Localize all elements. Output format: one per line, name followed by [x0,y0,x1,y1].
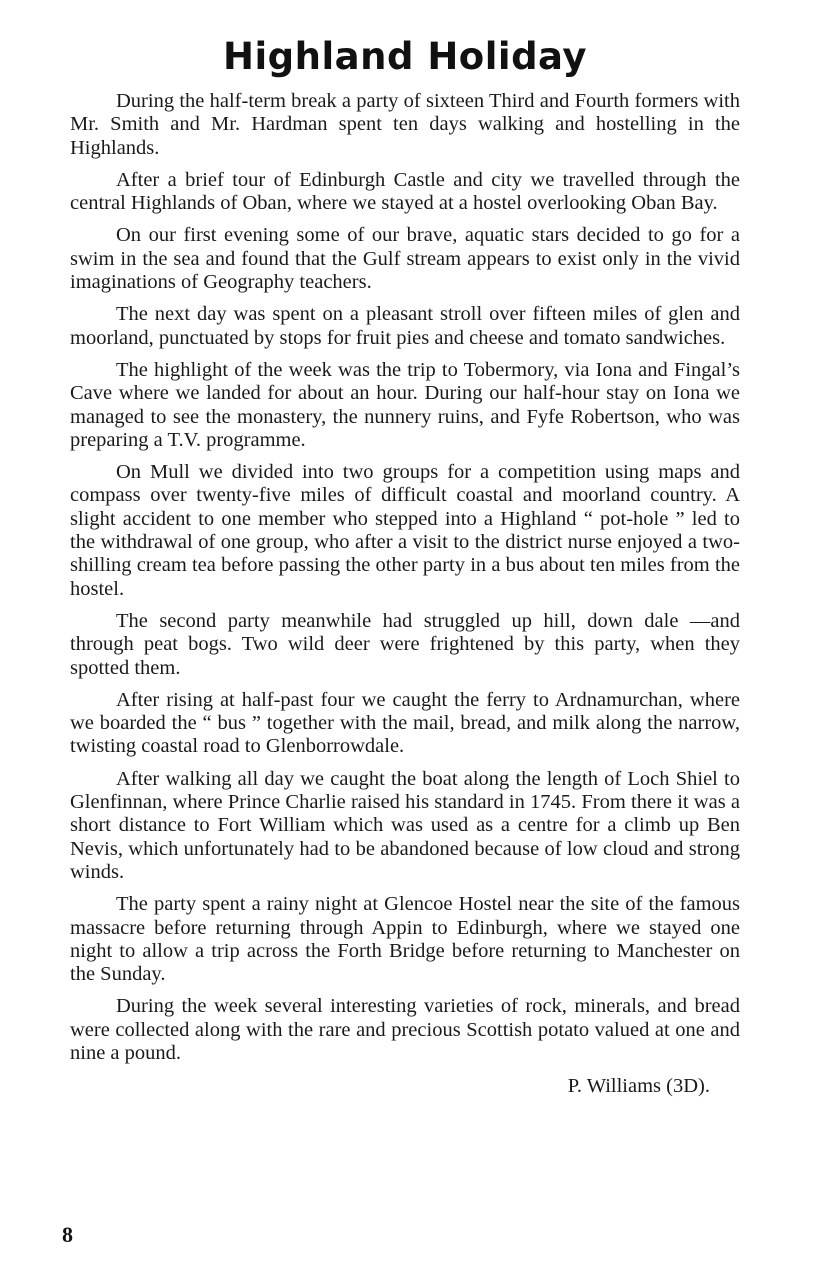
paragraph: The next day was spent on a pleasant stroll over fifteen miles of glen and moorland, punctuated by stops for fruit pies and cheese and tomato sandwiches. [70,303,740,349]
page-number: 8 [62,1222,73,1247]
author-signature: P. Williams (3D). [567,1075,710,1098]
paragraph: After walking all day we caught the boat along the length of Loch Shiel to Glenfinnan, where Prince Charlie raised his standard in 1745. From there it was a short distance to Fort William which was used as a centre for a climb up Ben Nevis, which unfortunately had to be abandoned because of low cloud and strong winds. [70,767,740,883]
paragraph: After a brief tour of Edinburgh Castle and city we travelled through the central Highlands of Oban, where we stayed at a hostel overlooking Oban Bay. [70,168,740,215]
paragraph: The second party meanwhile had struggled up hill, down dale —and through peat bogs. Two wild deer were frightened by this party, when they spotted them. [70,609,740,679]
paragraph: After rising at half-past four we caught the ferry to Ardnamurchan, where we boarded the “ bus ” together with the mail, bread, and milk along the narrow, twisting coastal road to Glenborrowdale. [70,688,740,758]
paragraph: The party spent a rainy night at Glencoe Hostel near the site of the famous massacre before returning through Appin to Edinburgh, where we stayed one night to allow a trip across the Forth Bridge before returning to Manchester on the Sunday. [70,893,740,986]
article-body [70,90,740,1065]
article-title: Highland Holiday [222,35,588,78]
paragraph: During the week several interesting varieties of rock, minerals, and bread were collected along with the rare and precious Scottish potato valued at one and nine a pound. [70,995,740,1064]
paragraph: On our first evening some of our brave, aquatic stars decided to go for a swim in the sea and found that the Gulf stream appears to exist only in the vivid imaginations of Geography teachers. [70,224,740,294]
paragraph: The highlight of the week was the trip to Tobermory, via Iona and Fingal’s Cave where we landed for about an hour. During our half-hour stay on Iona we managed to see the monastery, the nunnery ruins, and Fyfe Robertson, who was preparing a T.V. programme. [70,358,740,451]
document-page [70,30,740,1098]
paragraph: During the half-term break a party of sixteen Third and Fourth formers with Mr. Smith and Mr. Hardman spent ten days walking and hostelling in the Highlands. [70,90,740,159]
paragraph: On Mull we divided into two groups for a competition using maps and compass over twenty-five miles of difficult coastal and moorland country. A slight accident to one member who stepped into a Highland “ pot-hole ” led to the withdrawal of one group, who after a visit to the district nurse enjoyed a two-shilling cream tea before passing the other party in a bus about ten miles from the hostel. [70,461,740,600]
